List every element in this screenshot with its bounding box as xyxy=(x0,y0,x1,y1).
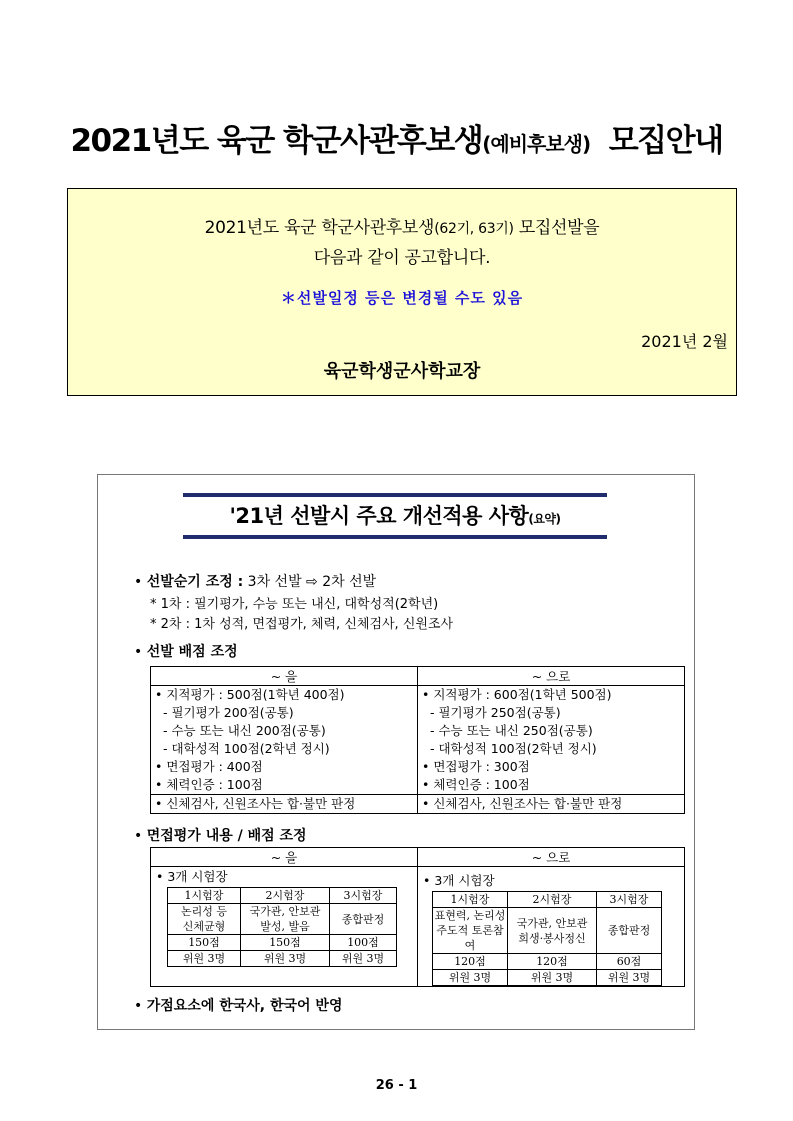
after-cell xyxy=(418,686,685,795)
page-title xyxy=(0,115,793,160)
line: • 면접평가 : 300점 xyxy=(422,759,530,774)
line: - 수능 또는 내신 250점(공통) xyxy=(430,723,593,738)
title-main: 2021년도 육군 학군사관후보생 xyxy=(70,123,483,159)
after-cell xyxy=(418,867,685,987)
section-selection-cycle xyxy=(134,571,376,591)
line: - 대학성적 100점(2학년 정시) xyxy=(163,741,330,756)
notice-org: 육군학생군사학교장 xyxy=(323,361,481,382)
inner-cell: 국가관, 안보관 발성, 발음 xyxy=(241,904,330,935)
inner-cell: 위원 3명 xyxy=(241,951,330,967)
line: - 필기평가 250점(공통) xyxy=(430,705,561,720)
inner-cell: 150점 xyxy=(168,935,241,951)
title-small: (예비후보생) xyxy=(482,132,591,156)
section-bonus xyxy=(134,995,342,1015)
section-sub-1: * 1차 : 필기평가, 수능 또는 내신, 대학성적(2학년) xyxy=(150,597,439,612)
inner-cell: 60점 xyxy=(597,954,662,970)
inner-cell: 위원 3명 xyxy=(597,970,662,986)
line: • 체력인증 : 100점 xyxy=(422,777,530,792)
col-before: ~ 을 xyxy=(151,848,418,867)
before-cell xyxy=(151,867,418,987)
cell-label: • 3개 시험장 xyxy=(156,869,228,884)
col-after: ~ 으로 xyxy=(418,848,685,867)
line: • 체력인증 : 100점 xyxy=(155,777,263,792)
inner-table-after xyxy=(432,891,662,986)
bullet-icon: • xyxy=(134,644,143,660)
notice-line1b: (62기, 63기) xyxy=(434,221,514,237)
inner-cell: 1시험장 xyxy=(168,888,241,904)
notice-schedule-note: ＊선발일정 등은 변경될 수도 있음 xyxy=(280,289,524,307)
section-title: 선발순기 조정 : xyxy=(146,574,244,590)
inner-cell: 위원 3명 xyxy=(330,951,397,967)
inner-cell: 논리성 등 신체균형 xyxy=(168,904,241,935)
line: • 지적평가 : 600점(1학년 500점) xyxy=(422,687,612,702)
page-number: 26 - 1 xyxy=(375,1078,418,1093)
line: - 대학성적 100점(2학년 정시) xyxy=(430,741,597,756)
inner-cell: 150점 xyxy=(241,935,330,951)
title-end: 모집안내 xyxy=(608,123,723,159)
bullet-icon: • xyxy=(134,574,143,590)
section-text: 3차 선발 ⇨ 2차 선발 xyxy=(247,574,377,590)
section-title: 면접평가 내용 / 배점 조정 xyxy=(146,828,307,844)
section-title: 가점요소에 한국사, 한국어 반영 xyxy=(146,998,343,1014)
before-cell xyxy=(151,686,418,795)
inner-cell: 2시험장 xyxy=(508,892,597,908)
section-score-allocation xyxy=(134,641,238,661)
inner-table-before xyxy=(167,887,397,967)
cell-label: • 3개 시험장 xyxy=(423,873,495,888)
notice-date: 2021년 2월 xyxy=(641,332,728,351)
inner-cell: 3시험장 xyxy=(330,888,397,904)
banner-main: '21년 선발시 주요 개선적용 사항 xyxy=(229,504,529,528)
notice-line1a: 2021년도 육군 학군사관후보생 xyxy=(204,218,435,238)
line: - 필기평가 200점(공통) xyxy=(163,705,294,720)
after-last: • 신체검사, 신원조사는 합·불만 판정 xyxy=(418,795,685,814)
before-last: • 신체검사, 신원조사는 합·불만 판정 xyxy=(151,795,418,814)
inner-cell: 국가관, 안보관 희생·봉사정신 xyxy=(508,908,597,954)
summary-banner xyxy=(183,493,607,539)
line: • 면접평가 : 400점 xyxy=(155,759,263,774)
inner-cell: 3시험장 xyxy=(597,892,662,908)
col-before: ~ 을 xyxy=(151,667,418,686)
interview-table xyxy=(150,847,685,987)
section-sub-2: * 2차 : 1차 성적, 면접평가, 체력, 신체검사, 신원조사 xyxy=(150,617,454,632)
inner-cell: 위원 3명 xyxy=(508,970,597,986)
inner-cell: 종합판정 xyxy=(597,908,662,954)
score-table xyxy=(150,666,685,814)
section-interview xyxy=(134,825,307,845)
notice-line1 xyxy=(68,213,736,238)
inner-cell: 1시험장 xyxy=(433,892,508,908)
inner-cell: 위원 3명 xyxy=(168,951,241,967)
inner-cell: 표현력, 논리성 주도적 토론참여 xyxy=(433,908,508,954)
banner-small: (요약) xyxy=(528,512,561,526)
col-after: ~ 으로 xyxy=(418,667,685,686)
line: • 지적평가 : 500점(1학년 400점) xyxy=(155,687,345,702)
summary-panel xyxy=(97,474,695,1030)
inner-cell: 위원 3명 xyxy=(433,970,508,986)
inner-cell: 100점 xyxy=(330,935,397,951)
section-title: 선발 배점 조정 xyxy=(146,644,238,660)
bullet-icon: • xyxy=(134,998,143,1014)
bullet-icon: • xyxy=(134,828,143,844)
inner-cell: 120점 xyxy=(508,954,597,970)
inner-cell: 종합판정 xyxy=(330,904,397,935)
inner-cell: 120점 xyxy=(433,954,508,970)
notice-line1c: 모집선발을 xyxy=(518,218,600,238)
notice-box xyxy=(67,188,737,396)
inner-cell: 2시험장 xyxy=(241,888,330,904)
line: - 수능 또는 내신 200점(공통) xyxy=(163,723,326,738)
notice-line2: 다음과 같이 공고합니다. xyxy=(313,248,491,268)
